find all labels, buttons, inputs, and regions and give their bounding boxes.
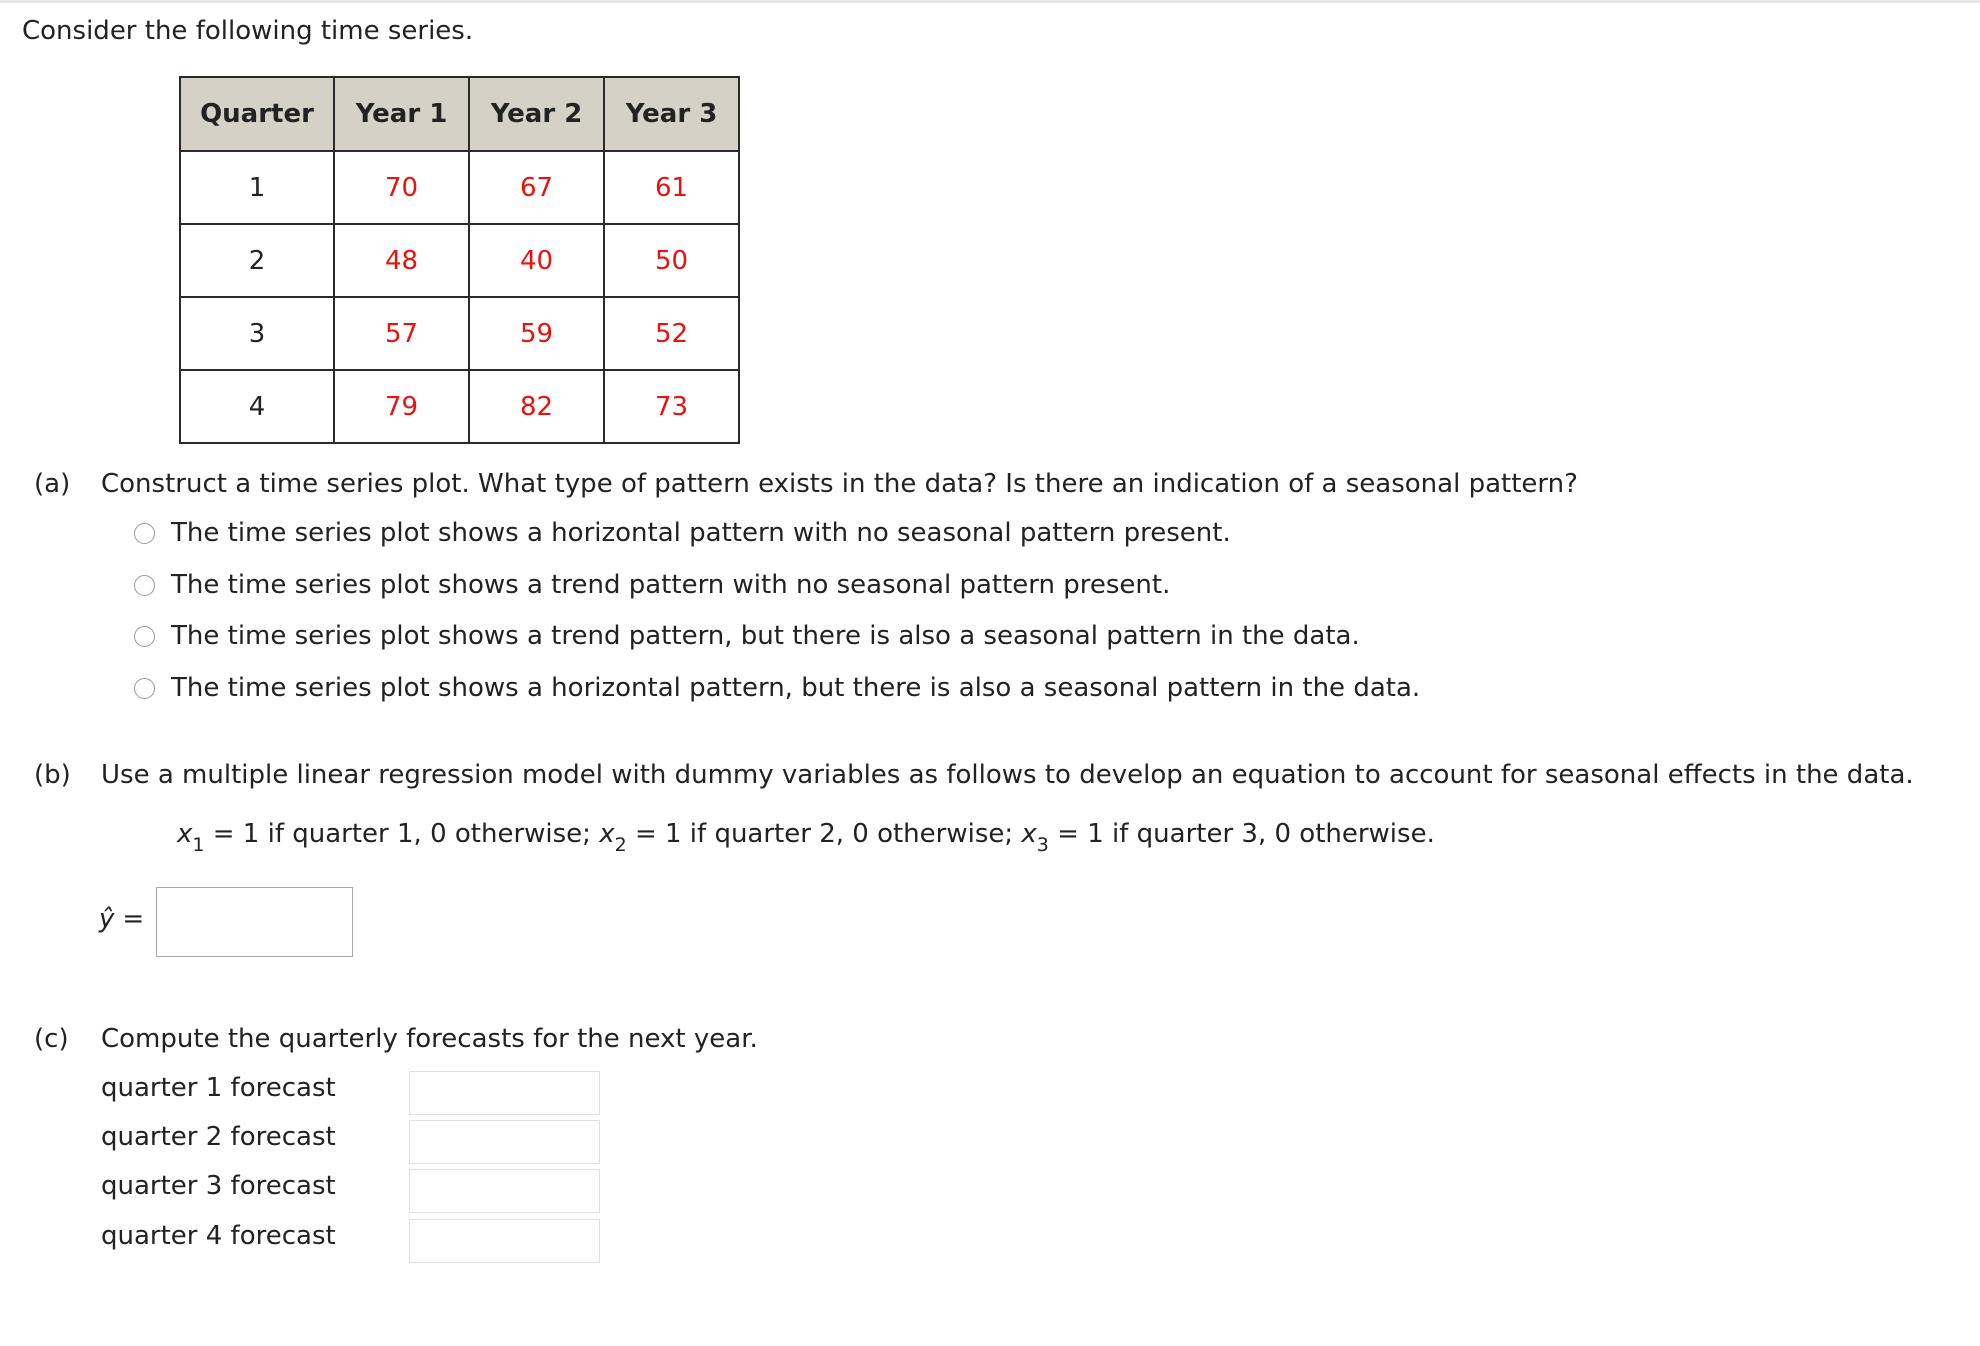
value-cell: 82 xyxy=(469,370,604,443)
part-a-question: Construct a time series plot. What type of pattern exists in the data? Is there an indication of a seasonal pattern? xyxy=(101,469,1578,499)
problem-intro: Consider the following time series. xyxy=(22,16,474,46)
yhat-symbol: ŷ xyxy=(99,904,115,934)
yhat-equation xyxy=(99,904,144,934)
quarter-2-forecast-label: quarter 2 forecast xyxy=(101,1122,336,1152)
value-cell: 67 xyxy=(469,151,604,224)
table-row xyxy=(180,297,739,370)
radio-button[interactable] xyxy=(134,626,155,647)
option-label: The time series plot shows a horizontal pattern, but there is also a seasonal pattern in the data. xyxy=(171,673,1421,703)
dummy-text: = 1 if quarter 2, 0 otherwise; xyxy=(626,819,1022,849)
quarter-cell: 4 xyxy=(180,370,334,443)
value-cell: 61 xyxy=(604,151,739,224)
equals-sign: = xyxy=(122,904,145,934)
part-b-question: Use a multiple linear regression model with dummy variables as follows to develop an equation to account for seasonal effects in the data. xyxy=(101,760,1914,790)
part-b-label: (b) xyxy=(34,760,71,790)
subscript: 3 xyxy=(1036,834,1049,856)
quarter-2-forecast-input[interactable] xyxy=(409,1120,600,1164)
dummy-text: = 1 if quarter 1, 0 otherwise; xyxy=(204,819,600,849)
option-label: The time series plot shows a horizontal pattern with no seasonal pattern present. xyxy=(171,518,1231,548)
quarter-3-forecast-label: quarter 3 forecast xyxy=(101,1171,336,1201)
value-cell: 52 xyxy=(604,297,739,370)
part-a-option-2[interactable] xyxy=(134,570,1170,600)
radio-button[interactable] xyxy=(134,575,155,596)
part-c-question: Compute the quarterly forecasts for the next year. xyxy=(101,1024,758,1054)
value-cell: 40 xyxy=(469,224,604,297)
quarter-cell: 1 xyxy=(180,151,334,224)
quarter-1-forecast-label: quarter 1 forecast xyxy=(101,1073,336,1103)
table-row xyxy=(180,151,739,224)
quarter-1-forecast-input[interactable] xyxy=(409,1071,600,1115)
x-variable: x xyxy=(1021,819,1037,849)
quarter-cell: 2 xyxy=(180,224,334,297)
quarter-cell: 3 xyxy=(180,297,334,370)
part-a-option-4[interactable] xyxy=(134,673,1420,703)
table-header-row xyxy=(180,77,739,151)
value-cell: 50 xyxy=(604,224,739,297)
subscript: 1 xyxy=(192,834,205,856)
option-label: The time series plot shows a trend pattern with no seasonal pattern present. xyxy=(171,570,1171,600)
value-cell: 79 xyxy=(334,370,469,443)
value-cell: 59 xyxy=(469,297,604,370)
subscript: 2 xyxy=(614,834,627,856)
header-quarter: Quarter xyxy=(180,77,334,151)
dummy-text: = 1 if quarter 3, 0 otherwise. xyxy=(1048,819,1435,849)
part-a-option-3[interactable] xyxy=(134,621,1360,651)
dummy-variable-definitions xyxy=(177,819,1435,856)
value-cell: 48 xyxy=(334,224,469,297)
option-label: The time series plot shows a trend pattern, but there is also a seasonal pattern in the data. xyxy=(171,621,1360,651)
radio-button[interactable] xyxy=(134,678,155,699)
part-c-label: (c) xyxy=(34,1024,69,1054)
x-variable: x xyxy=(599,819,615,849)
quarter-4-forecast-label: quarter 4 forecast xyxy=(101,1221,336,1251)
value-cell: 70 xyxy=(334,151,469,224)
quarter-3-forecast-input[interactable] xyxy=(409,1169,600,1213)
radio-button[interactable] xyxy=(134,523,155,544)
table-row xyxy=(180,370,739,443)
header-year-2: Year 2 xyxy=(469,77,604,151)
value-cell: 73 xyxy=(604,370,739,443)
part-a-label: (a) xyxy=(34,469,71,499)
value-cell: 57 xyxy=(334,297,469,370)
quarter-4-forecast-input[interactable] xyxy=(409,1219,600,1263)
header-year-3: Year 3 xyxy=(604,77,739,151)
x-variable: x xyxy=(177,819,193,849)
time-series-table xyxy=(179,76,740,444)
top-divider xyxy=(0,0,1980,3)
regression-equation-input[interactable] xyxy=(156,887,353,957)
part-a-option-1[interactable] xyxy=(134,518,1231,548)
header-year-1: Year 1 xyxy=(334,77,469,151)
table-row xyxy=(180,224,739,297)
